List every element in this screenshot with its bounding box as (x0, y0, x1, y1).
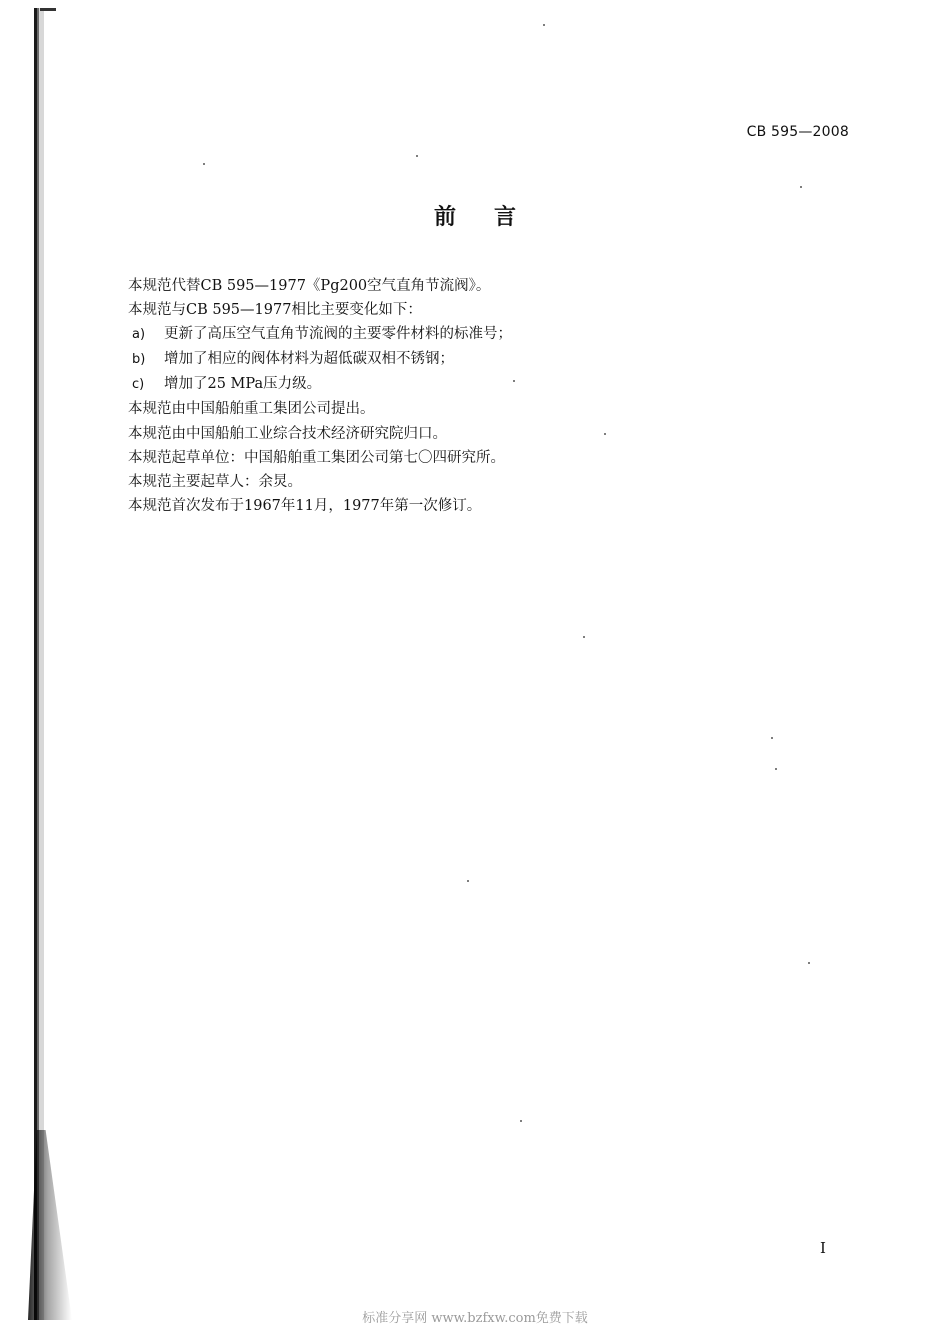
list-marker: a) (132, 327, 146, 343)
list-marker: b) (132, 352, 146, 368)
change-text: 增加了25 MPa压力级。 (164, 376, 322, 393)
body-line: 本规范主要起草人：余炅。 (128, 473, 302, 490)
scan-speck (583, 636, 585, 638)
scan-speck (520, 1120, 522, 1122)
scan-speck (775, 768, 777, 770)
page-title: 前言 (433, 205, 554, 230)
change-text: 更新了高压空气直角节流阀的主要零件材料的标准号； (164, 326, 512, 343)
document-number: CB 595—2008 (746, 124, 849, 140)
foreword-body (128, 274, 828, 518)
body-line: 本规范由中国船舶工业综合技术经济研究院归口。 (128, 425, 447, 442)
body-line: 本规范与CB 595—1977相比主要变化如下： (128, 302, 422, 319)
body-line: 本规范由中国船舶重工集团公司提出。 (128, 401, 375, 418)
footer-watermark: 标准分享网 www.bzfxw.com免费下载 (362, 1311, 588, 1326)
scan-edge-mark (40, 8, 56, 11)
scan-speck (543, 24, 545, 26)
change-item (128, 347, 828, 372)
scan-speck (467, 880, 469, 882)
scan-speck (771, 737, 773, 739)
body-line: 本规范代替CB 595—1977《Pg200空气直角节流阀》。 (128, 278, 491, 294)
body-line: 本规范首次发布于1967年11月，1977年第一次修订。 (128, 497, 482, 514)
scan-speck (203, 163, 205, 165)
change-item (128, 372, 828, 397)
change-text: 增加了相应的阀体材料为超低碳双相不锈钢； (164, 351, 454, 368)
scan-speck (808, 962, 810, 964)
scan-speck (800, 186, 802, 188)
page-number: I (820, 1239, 826, 1257)
list-marker: c) (132, 377, 145, 393)
scan-speck (416, 155, 418, 157)
body-line: 本规范起草单位：中国船舶重工集团公司第七〇四研究所。 (128, 449, 505, 466)
change-item (128, 322, 828, 347)
